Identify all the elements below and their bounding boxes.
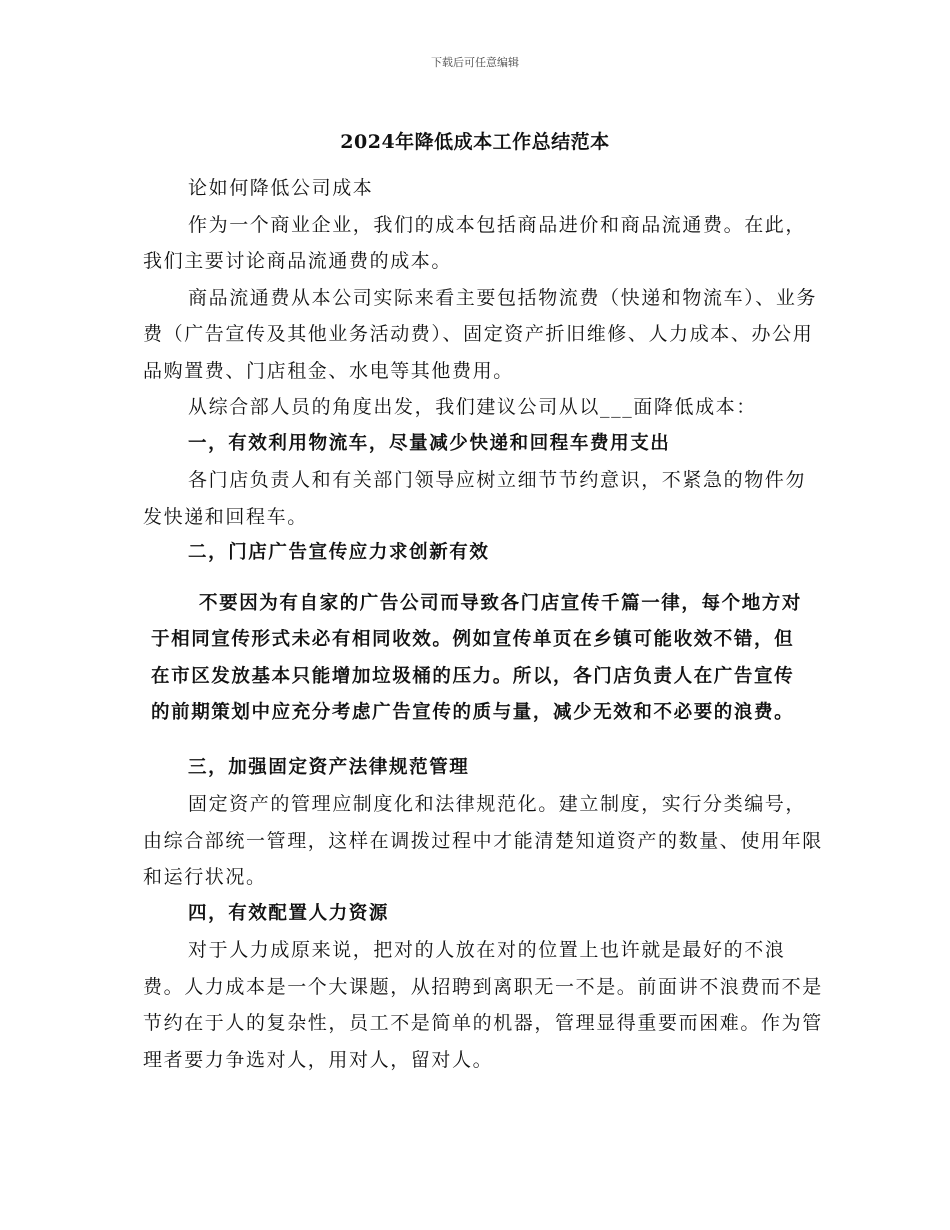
section-heading-1: 一，有效利用物流车，尽量减少快递和回程车费用支出 — [188, 432, 671, 454]
document-title: 2024年降低成本工作总结范本 — [340, 131, 610, 153]
section-3-paragraph: 固定资产的管理应制度化和法律规范化。建立制度，实行分类编号，由综合部统一管理，这样在调拨过程中才能清楚知道资产的数量、使用年限和运行状况。 — [143, 793, 823, 888]
section-heading-4: 四，有效配置人力资源 — [188, 902, 390, 924]
section-4-paragraph: 对于人力成原来说，把对的人放在对的位置上也许就是最好的不浪费。人力成本是一个大课题，从招聘到离职无一不是。前面讲不浪费而不是节约在于人的复杂性，员工不是简单的机器，管理显得重要而困难。作为管理者要力争选对人，用对人，留对人。 — [143, 939, 823, 1071]
section-1-paragraph: 各门店负责人和有关部门领导应树立细节节约意识，不紧急的物件勿发快递和回程车。 — [143, 469, 807, 528]
cost-items-paragraph: 商品流通费从本公司实际来看主要包括物流费（快递和物流车）、业务费（广告宣传及其他业务活动费）、固定资产折旧维修、人力成本、办公用品购置费、门店租金、水电等其他费用。 — [143, 286, 818, 382]
subtitle-paragraph: 论如何降低公司成本 — [188, 177, 374, 199]
page-header: 下载后可任意编辑 — [431, 56, 519, 69]
section-2-paragraph: 不要因为有自家的广告公司而导致各门店宣传千篇一律，每个地方对于相同宣传形式未必有相同收效。例如宣传单页在乡镇可能收效不错，但在市区发放基本只能增加垃圾桶的压力。所以，各门店负责人在广告宣传的前期策划中应充分考虑广告宣传的质与量，减少无效和不必要的浪费。 — [151, 592, 803, 723]
section-heading-2: 二，门店广告宣传应力求创新有效 — [188, 542, 490, 563]
suggestion-paragraph: 从综合部人员的角度出发，我们建议公司从以___面降低成本： — [188, 396, 757, 418]
document-body — [143, 170, 823, 1078]
intro-paragraph: 作为一个商业企业，我们的成本包括商品进价和商品流通费。在此，我们主要讨论商品流通费的成本。 — [143, 213, 807, 272]
section-heading-3: 三，加强固定资产法律规范管理 — [188, 756, 470, 778]
